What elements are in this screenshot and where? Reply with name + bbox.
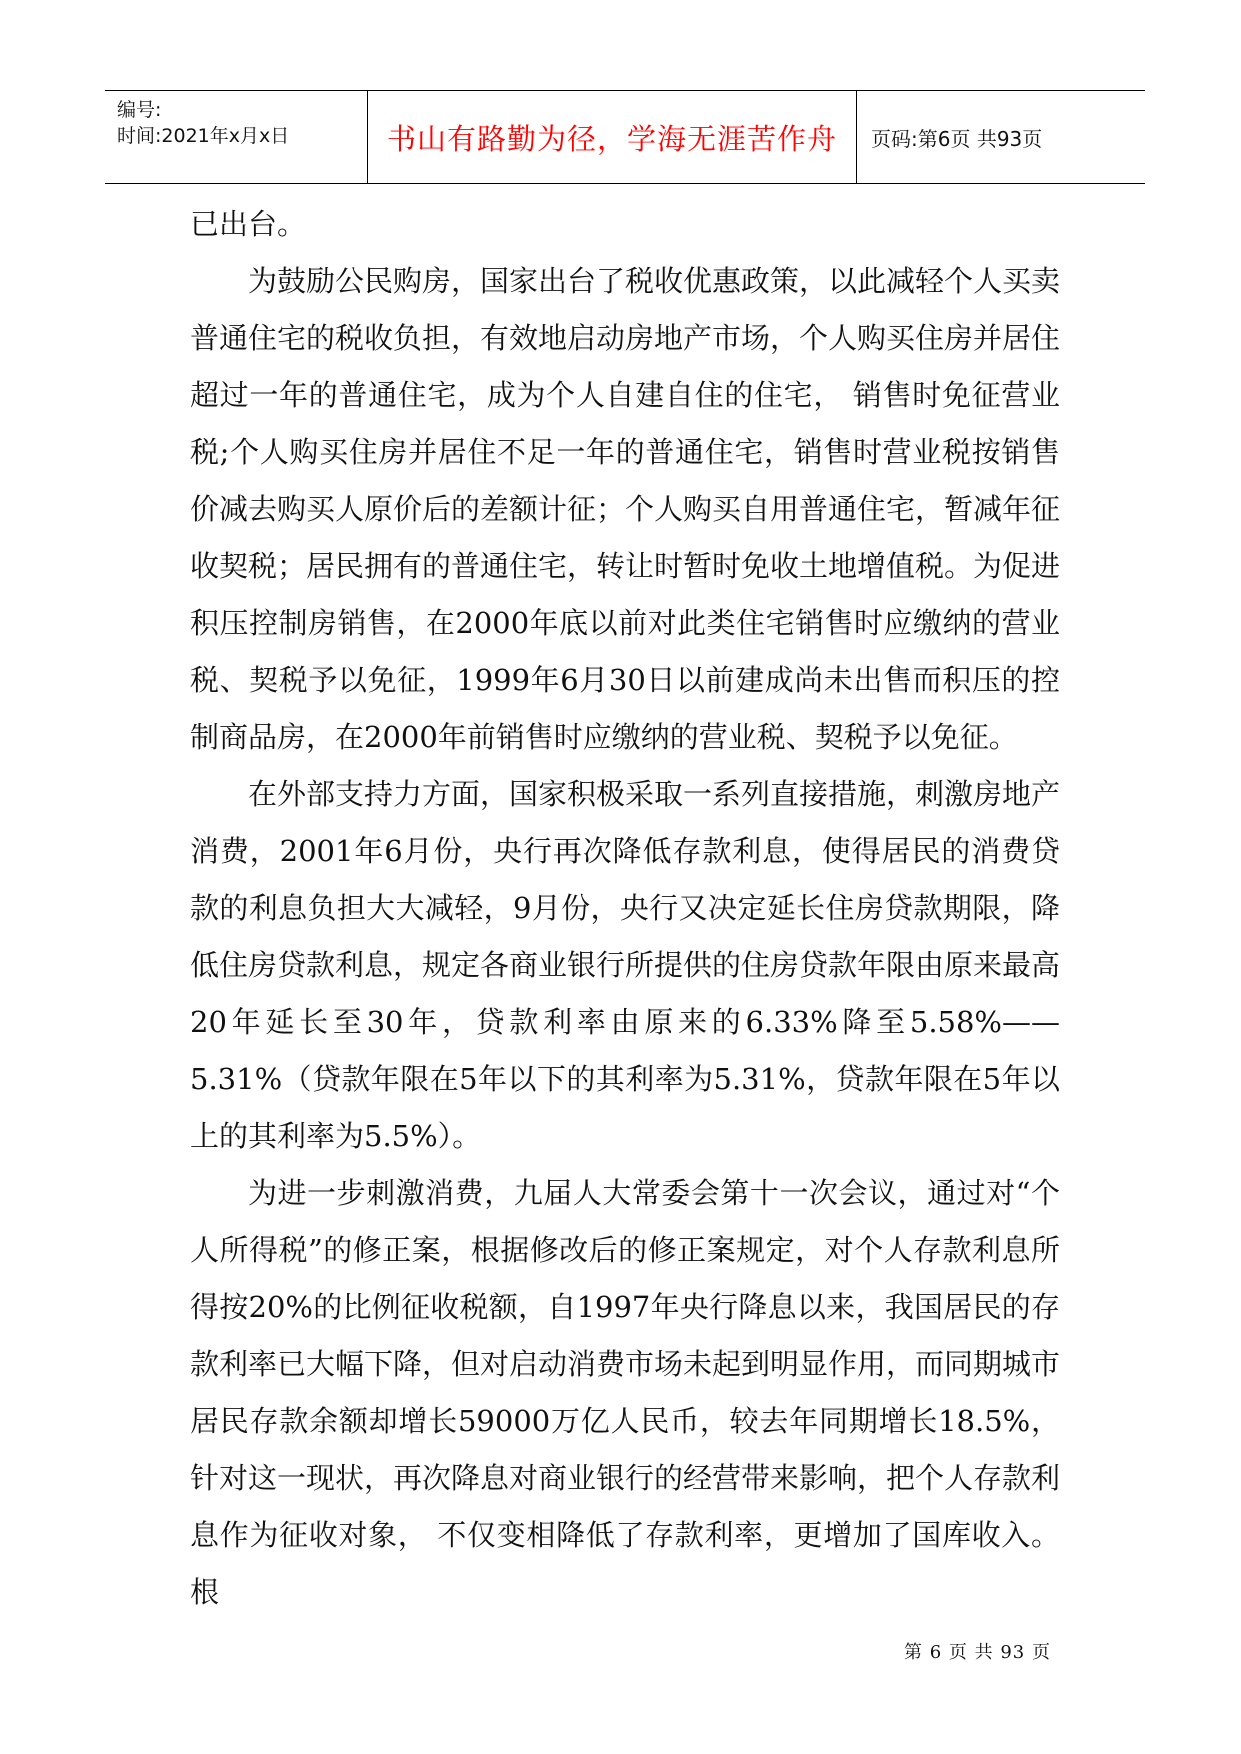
document-time-label: 时间:2021年x月x日 xyxy=(117,125,290,147)
header-slogan-cell xyxy=(368,91,857,183)
page-header xyxy=(105,90,1145,184)
paragraph: 在外部支持力方面，国家积极采取一系列直接措施，刺激房地产消费，2001年6月份，央行再次降低存款利息，使得居民的消费贷款的利息负担大大减轻，9月份，央行又决定延长住房贷款期限，降低住房贷款利息，规定各商业银行所提供的住房贷款年限由原来最高20年延长至30年，贷款利率由原来的6.33%降至5.58%——5.31%（贷款年限在5年以下的其利率为5.31%，贷款年限在5年以上的其利率为5.5%）。 xyxy=(190,777,1061,1153)
header-page-code: 页码:第6页 共93页 xyxy=(871,126,1043,151)
document-body xyxy=(190,196,1060,1621)
document-number-label: 编号: xyxy=(117,99,162,121)
page-footer: 第 6 页 共 93 页 xyxy=(904,1642,1051,1663)
paragraph-continuation: 已出台。 xyxy=(190,207,307,241)
paragraph: 为鼓励公民购房，国家出台了税收优惠政策，以此减轻个人买卖普通住宅的税收负担，有效地启动房地产市场，个人购买住房并居住超过一年的普通住宅，成为个人自建自住的住宅， 销售时免征营业税;个人购买住房并居住不足一年的普通住宅，销售时营业税按销售价减去购买人原价后的差额计征；个人购买自用普通住宅，暂减年征收契税；居民拥有的普通住宅，转让时暂时免收土地增值税。为促进积压控制房销售，在2000年底以前对此类住宅销售时应缴纳的营业税、契税予以免征，1999年6月30日以前建成尚未出售而积压的控制商品房，在2000年前销售时应缴纳的营业税、契税予以免征。 xyxy=(190,264,1061,754)
header-slogan: 书山有路勤为径，学海无涯苦作舟 xyxy=(386,121,837,156)
header-meta xyxy=(105,91,368,183)
paragraph: 为进一步刺激消费，九届人大常委会第十一次会议，通过对“个人所得税”的修正案，根据修改后的修正案规定，对个人存款利息所得按20%的比例征收税额，自1997年央行降息以来，我国居民的存款利率已大幅下降，但对启动消费市场未起到明显作用，而同期城市居民存款余额却增长59000万亿人民币，较去年同期增长18.5%，针对这一现状，再次降息对商业银行的经营带来影响，把个人存款利息作为征收对象， 不仅变相降低了存款利率，更增加了国库收入。根 xyxy=(190,1176,1061,1609)
